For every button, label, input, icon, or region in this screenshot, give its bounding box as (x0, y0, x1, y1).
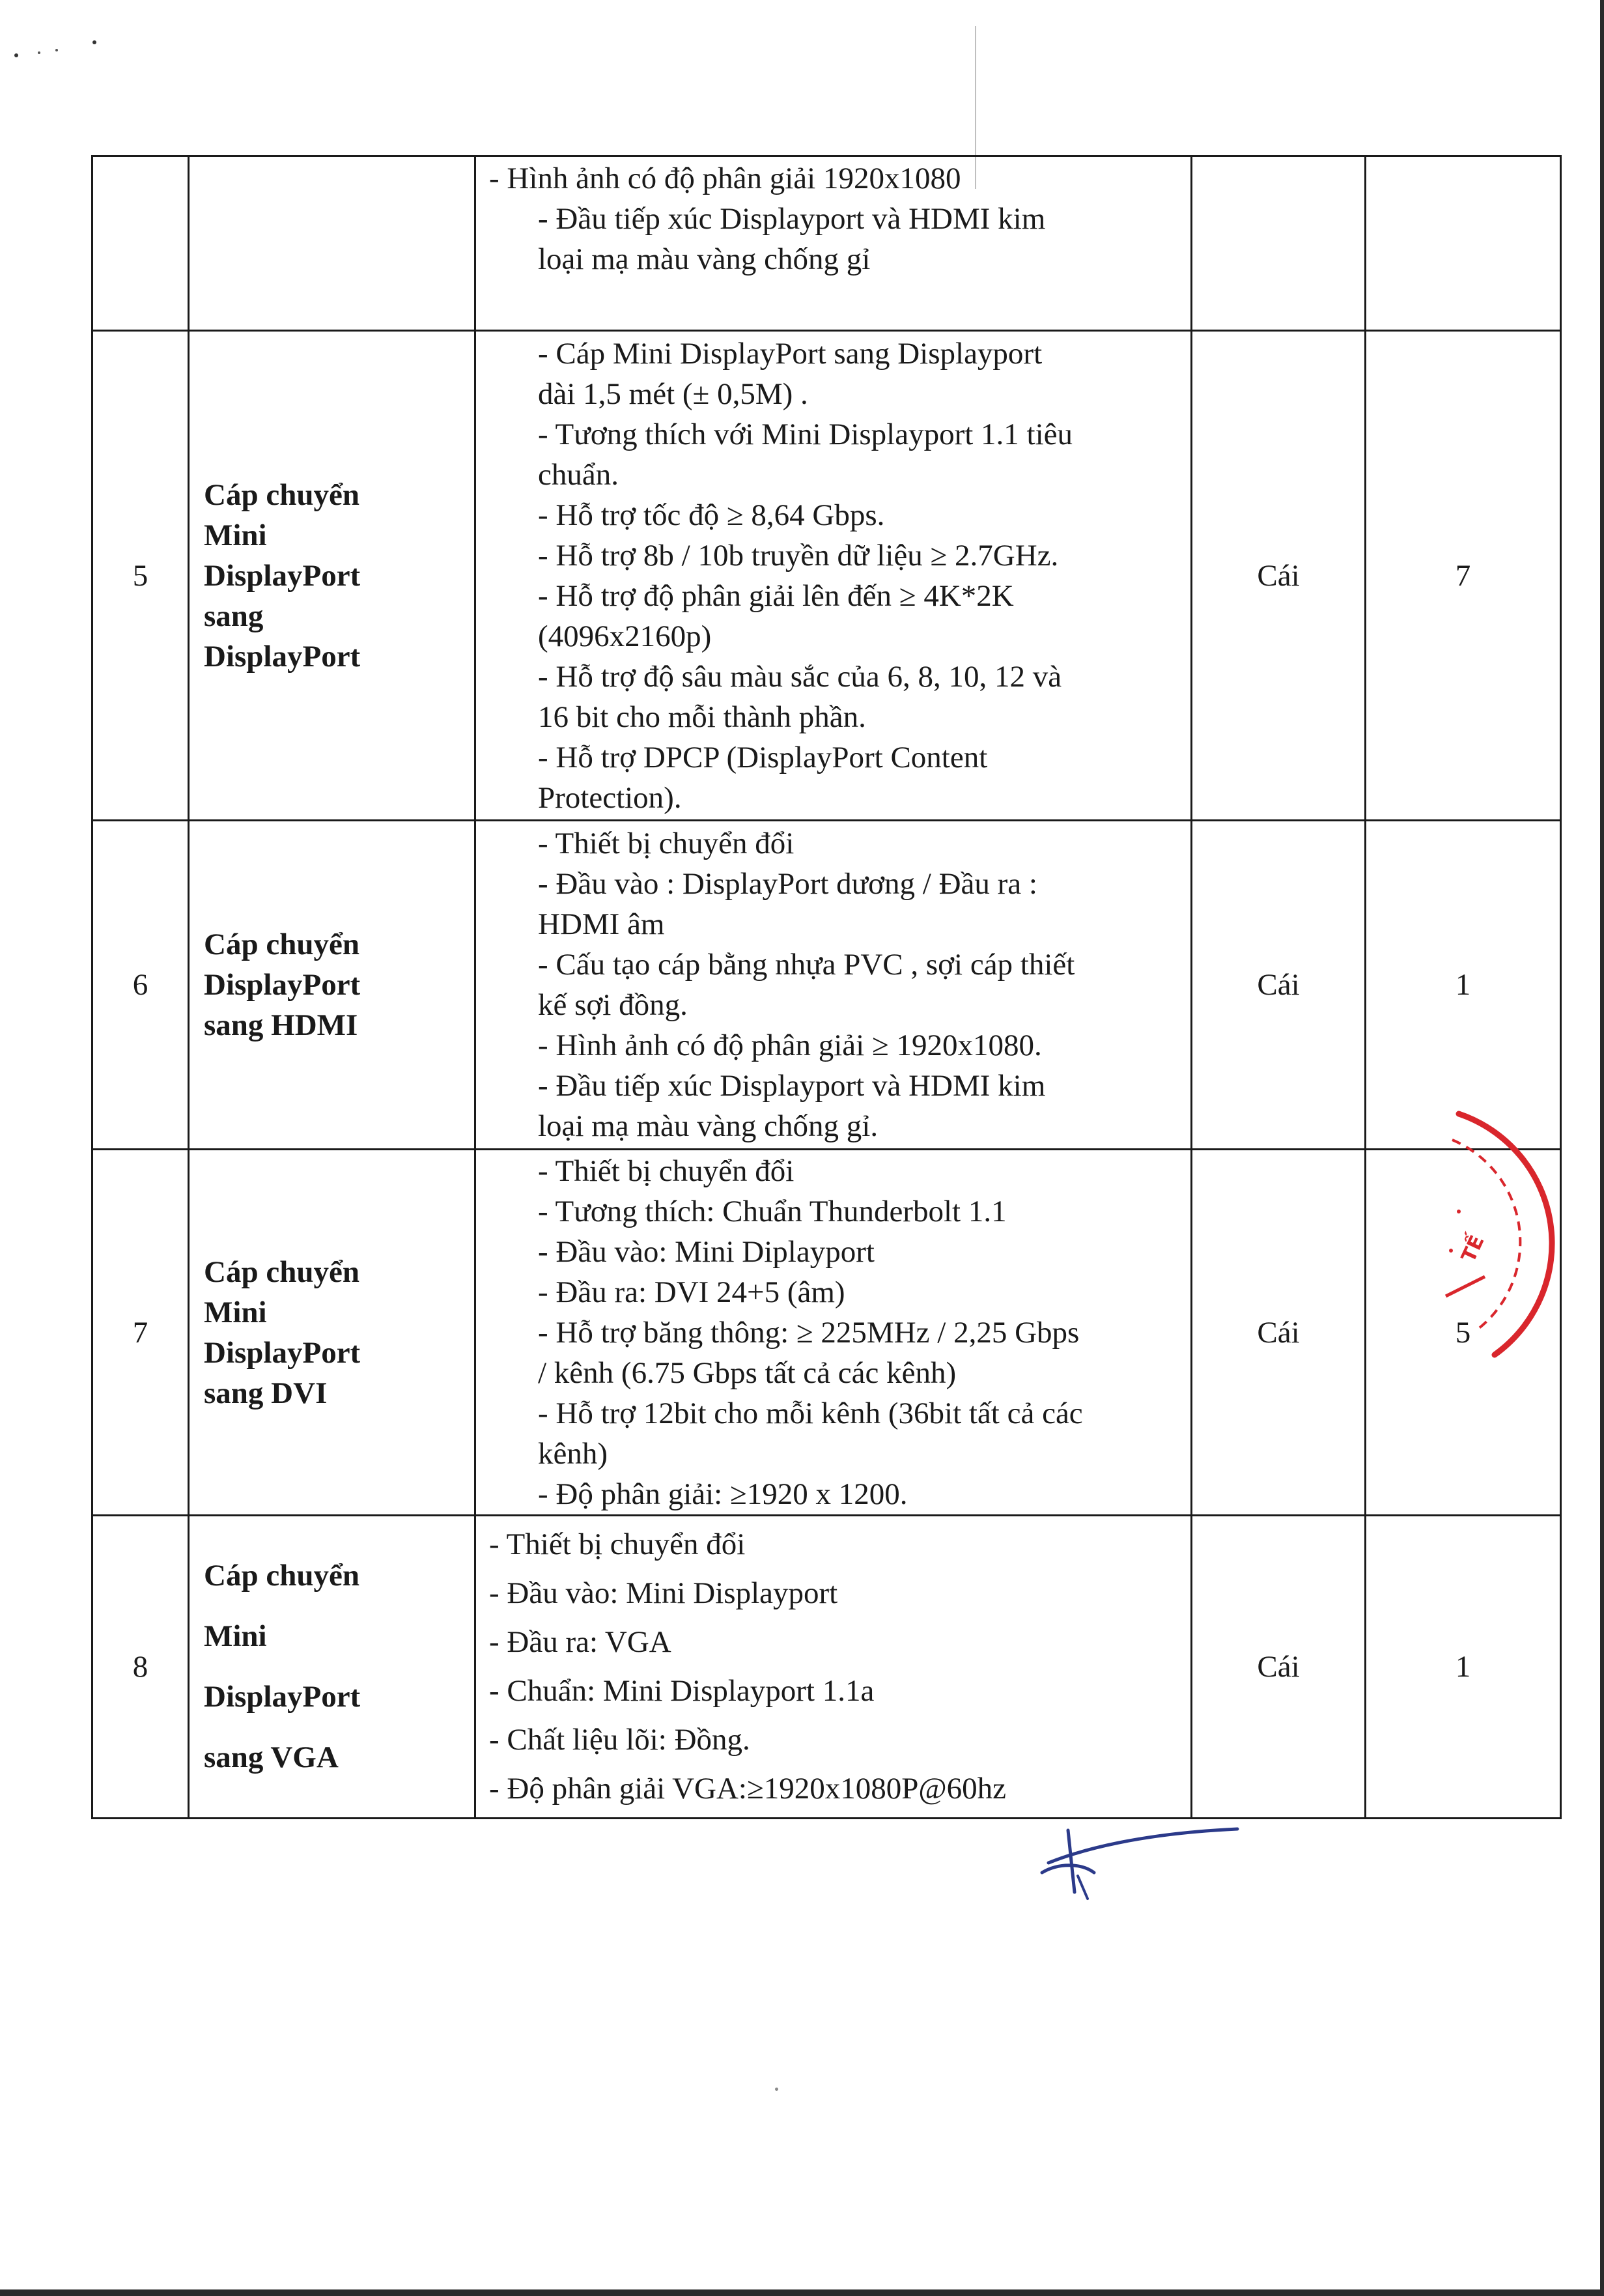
spec-line: - Thiết bị chuyển đổi (538, 1154, 795, 1188)
spec-line: - Chất liệu lõi: Đồng. (489, 1723, 750, 1757)
spec-line: chuẩn. (538, 457, 619, 492)
spec-line: - Đầu vào : DisplayPort dương / Đầu ra : (538, 867, 1037, 901)
spec-line: 16 bit cho mỗi thành phần. (538, 700, 866, 734)
spec-line: dài 1,5 mét (± 0,5M) . (538, 376, 808, 411)
item-name-line: Mini (204, 1619, 267, 1653)
item-name-line: Cáp chuyển (204, 1254, 359, 1289)
item-name-cell (189, 331, 475, 821)
item-name-line: Cáp chuyển (204, 1559, 359, 1593)
spec-line: - Hỗ trợ độ phân giải lên đến ≥ 4K*2K (538, 578, 1014, 613)
unit-cell: Cái (1192, 821, 1366, 1150)
item-name-cell (189, 1150, 475, 1516)
spec-line: - Hình ảnh có độ phân giải ≥ 1920x1080. (538, 1028, 1042, 1062)
row-number-cell: 7 (92, 1150, 189, 1516)
row-number-cell: 5 (92, 331, 189, 821)
unit-cell: Cái (1192, 1150, 1366, 1516)
item-name-line: Cáp chuyển (204, 928, 359, 961)
table-row (92, 1516, 1561, 1819)
scan-right-edge (1600, 0, 1604, 2296)
row-number-cell (92, 156, 189, 331)
stamp-text: TẾ (1457, 1232, 1489, 1266)
spec-line: - Hỗ trợ tốc độ ≥ 8,64 Gbps. (538, 498, 885, 532)
spec-line: kế sợi đồng. (538, 988, 688, 1022)
scan-bottom-edge (0, 2289, 1604, 2296)
spec-line: - Hỗ trợ 8b / 10b truyền dữ liệu ≥ 2.7GHz. (538, 538, 1059, 573)
spec-line: - Đầu ra: VGA (489, 1625, 671, 1659)
item-name-line: sang VGA (204, 1740, 339, 1774)
spec-line: Protection). (538, 780, 682, 815)
item-name-line: sang (204, 599, 264, 633)
item-name-line: sang HDMI (204, 1008, 358, 1042)
spec-line: loại mạ màu vàng chống gỉ (538, 242, 871, 276)
spec-line: - Hỗ trợ băng thông: ≥ 225MHz / 2,25 Gbps (538, 1315, 1080, 1350)
spec-line: - Đầu tiếp xúc Displayport và HDMI kim (538, 1069, 1046, 1103)
table-row (92, 1150, 1561, 1516)
item-spec-cell (475, 331, 1192, 821)
quantity-cell (1366, 156, 1561, 331)
spec-line: - Đầu ra: DVI 24+5 (âm) (538, 1275, 845, 1309)
unit-cell: Cái (1192, 331, 1366, 821)
spec-line: (4096x2160p) (538, 619, 712, 653)
spec-line: - Thiết bị chuyển đổi (489, 1527, 746, 1561)
equipment-spec-table (91, 155, 1562, 1819)
spec-line: - Hỗ trợ độ sâu màu sắc của 6, 8, 10, 12 và (538, 659, 1062, 694)
spec-line: kênh) (538, 1436, 608, 1471)
spec-line: - Đầu vào: Mini Diplayport (538, 1234, 875, 1269)
row-number-cell: 8 (92, 1516, 189, 1819)
item-name-cell (189, 821, 475, 1150)
item-name-line: Cáp chuyển (204, 477, 359, 512)
item-spec-cell (475, 1516, 1192, 1819)
item-name-line: Mini (204, 1295, 267, 1329)
spec-line: - Chuẩn: Mini Displayport 1.1a (489, 1674, 875, 1708)
spec-line: / kênh (6.75 Gbps tất cả các kênh) (538, 1355, 957, 1390)
spec-line: - Tương thích với Mini Displayport 1.1 tiêu (538, 417, 1073, 451)
signature (1022, 1817, 1257, 1908)
unit-cell (1192, 156, 1366, 331)
item-name-line: Mini (204, 518, 267, 552)
scan-specks (10, 36, 101, 62)
item-name-line: DisplayPort (204, 558, 361, 593)
item-name-line: DisplayPort (204, 1680, 361, 1714)
item-name-cell (189, 156, 475, 331)
spec-line: - Tương thích: Chuẩn Thunderbolt 1.1 (538, 1194, 1007, 1228)
spec-line: - Độ phân giải: ≥1920 x 1200. (538, 1477, 908, 1511)
quantity-cell: 7 (1366, 331, 1561, 821)
item-spec-cell (475, 821, 1192, 1150)
row-number-cell: 6 (92, 821, 189, 1150)
table-row (92, 331, 1561, 821)
quantity-cell: 1 (1366, 821, 1561, 1150)
item-name-line: DisplayPort (204, 968, 361, 1002)
spec-line: - Thiết bị chuyển đổi (538, 827, 795, 860)
spec-line: - Độ phân giải VGA:≥1920x1080P@60hz (489, 1772, 1007, 1806)
item-name-cell (189, 1516, 475, 1819)
table-row (92, 156, 1561, 331)
spec-line: - Hỗ trợ 12bit cho mỗi kênh (36bit tất cả các (538, 1396, 1083, 1430)
spec-line: - Cáp Mini DisplayPort sang Displayport (538, 336, 1043, 371)
table-row (92, 821, 1561, 1150)
scan-speck (775, 2088, 778, 2091)
spec-line: - Cấu tạo cáp bằng nhựa PVC , sợi cáp thiết (538, 948, 1075, 982)
item-name-line: DisplayPort (204, 1335, 361, 1370)
red-seal-stamp (1433, 1101, 1563, 1381)
item-spec-cell (475, 156, 1192, 331)
item-spec-cell (475, 1150, 1192, 1516)
spec-line: HDMI âm (538, 907, 665, 941)
spec-line: - Đầu vào: Mini Displayport (489, 1576, 838, 1610)
quantity-cell: 1 (1366, 1516, 1561, 1819)
spec-line: - Đầu tiếp xúc Displayport và HDMI kim (538, 202, 1046, 236)
spec-line: - Hình ảnh có độ phân giải 1920x1080 (489, 162, 961, 195)
spec-line: - Hỗ trợ DPCP (DisplayPort Content (538, 740, 988, 774)
item-name-line: DisplayPort (204, 639, 361, 673)
item-name-line: sang DVI (204, 1376, 328, 1410)
quantity-cell: 5 (1366, 1150, 1561, 1516)
spec-line: loại mạ màu vàng chống gỉ. (538, 1109, 879, 1143)
unit-cell: Cái (1192, 1516, 1366, 1819)
